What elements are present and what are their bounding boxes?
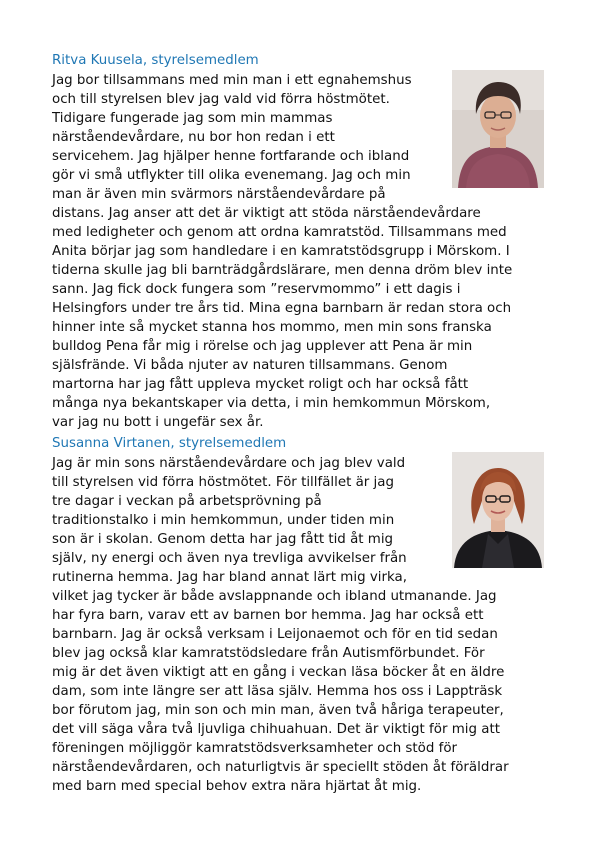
bio-line: Tidigare fungerade jag som min mammas — [52, 110, 333, 126]
bio-line: barnbarn. Jag är också verksam i Leijonaemot och för en tid sedan — [52, 626, 498, 642]
bio-line: och till styrelsen blev jag vald vid förra höstmötet. — [52, 91, 390, 107]
bio-line: rutinerna hemma. Jag har bland annat lärt mig virka, — [52, 569, 407, 585]
bio-line: själsfrände. Vi båda njuter av naturen tillsammans. Genom — [52, 357, 448, 373]
bio-line: blev jag också klar kamratstödsledare från Autismförbundet. För — [52, 645, 485, 661]
bio-line: Jag är min sons närståendevårdare och jag blev vald — [52, 455, 406, 471]
bio-line: själv, ny energi och även nya trevliga avvikelser från — [52, 550, 407, 566]
bio-line: martorna har jag fått uppleva mycket roligt och har också fått — [52, 376, 469, 392]
bio-line: tiderna skulle jag bli barnträdgårdslärare, men denna dröm blev inte — [52, 262, 513, 278]
bio-line: servicehem. Jag hjälper henne fortfarande och ibland — [52, 148, 410, 164]
bio-line: många nya bekantskaper via detta, i min hemkommun Mörskom, — [52, 395, 491, 411]
bio-line: föreningen möjliggör kamratstödsverksamheter och stöd för — [52, 740, 458, 756]
bio-line: Jag bor tillsammans med min man i ett egnahemshus — [52, 72, 412, 88]
bio-line: man är även min svärmors närståendevårdare på — [52, 186, 386, 202]
portrait-susanna-image — [452, 452, 544, 568]
bio-line: dam, som inte längre ser att läsa själv. Hemma hos oss i Lappträsk — [52, 683, 503, 699]
bio-line: hinner inte så mycket stanna hos mommo, men min sons franska — [52, 319, 492, 335]
portrait-photo-susanna — [452, 452, 544, 568]
member-heading: Susanna Virtanen, styrelsemedlem — [52, 436, 287, 451]
bio-line: traditionstalko i min hemkommun, under tiden min — [52, 512, 395, 528]
bio-line: med barn med special behov extra nära hjärtat åt mig. — [52, 778, 422, 794]
bio-line: närståendevårdaren, och naturligtvis är speciellt stöden åt föräldrar — [52, 759, 509, 775]
bio-line: Helsingfors under tre års tid. Mina egna barnbarn är redan stora och — [52, 300, 512, 316]
bio-line: det vill säga våra två ljuvliga chihuahuan. Det är viktigt för mig att — [52, 721, 500, 737]
bio-line: till styrelsen vid förra höstmötet. För tillfället är jag — [52, 474, 394, 490]
bio-line: distans. Jag anser att det är viktigt att stöda närståendevårdare — [52, 205, 481, 221]
bio-line: var jag nu bott i ungefär sex år. — [52, 414, 264, 430]
portrait-photo-ritva — [452, 70, 544, 188]
bio-line: mig är det även viktigt att en gång i veckan läsa böcker åt en äldre — [52, 664, 505, 680]
bio-line: vilket jag tycker är både avslappnande och ibland utmanande. Jag — [52, 588, 497, 604]
bio-line: gör vi små utflykter till olika evenemang. Jag och min — [52, 167, 411, 183]
member-heading: Ritva Kuusela, styrelsemedlem — [52, 53, 259, 68]
bio-line: sann. Jag fick dock fungera som ”reservmommo” i ett dagis i — [52, 281, 461, 297]
bio-line: med ledigheter och genom att ordna kamratstöd. Tillsammans med — [52, 224, 507, 240]
bio-line: har fyra barn, varav ett av barnen bor hemma. Jag har också ett — [52, 607, 484, 623]
bio-line: bulldog Pena får mig i rörelse och jag upplever att Pena är min — [52, 338, 473, 354]
bio-line: son är i skolan. Genom detta har jag fått tid åt mig — [52, 531, 394, 547]
bio-line: bor förutom jag, min son och min man, även två håriga terapeuter, — [52, 702, 504, 718]
portrait-ritva-image — [452, 70, 544, 188]
bio-line: tre dagar i veckan på arbetsprövning på — [52, 493, 322, 509]
bio-line: Anita börjar jag som handledare i en kamratstödsgrupp i Mörskom. I — [52, 243, 510, 259]
bio-line: närståendevårdare, nu bor hon redan i ett — [52, 129, 335, 145]
